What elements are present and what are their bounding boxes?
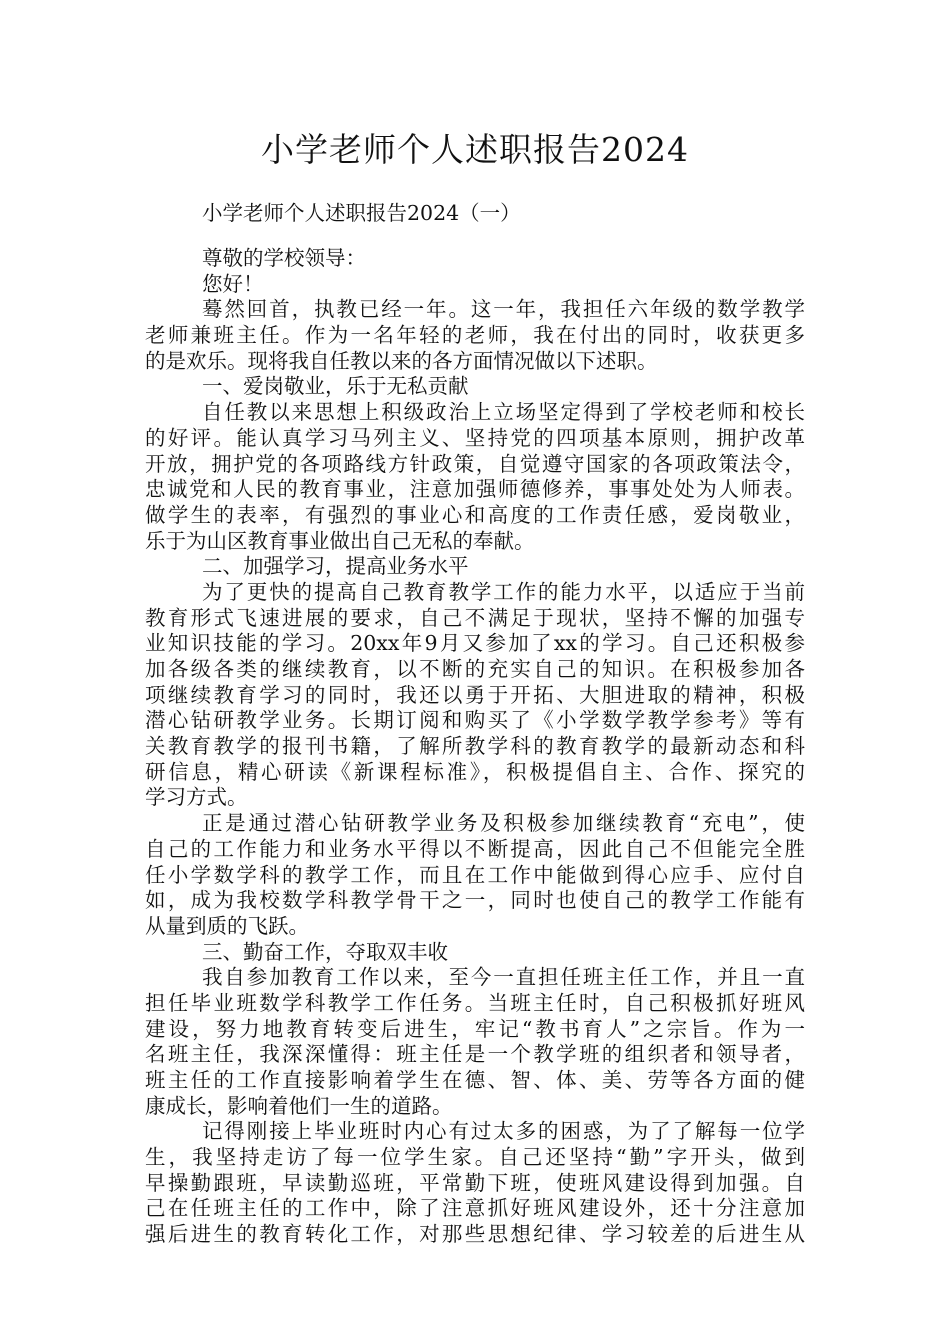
text-line: 一、爱岗敬业，乐于无私贡献 <box>202 374 469 399</box>
text-line: 尊敬的学校领导： <box>202 246 366 270</box>
text-line: 二、加强学习，提高业务水平 <box>202 554 469 579</box>
text-line: 加各级各类的继续教育，以不断的充实自己的知识。在积极参加各 <box>145 657 805 681</box>
text-line: 为了更快的提高自己教育教学工作的能力水平，以适应于当前 <box>202 579 805 604</box>
text-line: 项继续教育学习的同时，我还以勇于开拓、大胆进取的精神，积极 <box>145 682 805 707</box>
text-line: 我自参加教育工作以来，至今一直担任班主任工作，并且一直 <box>202 965 805 990</box>
text-line: 康成长，影响着他们一生的道路。 <box>145 1093 453 1118</box>
text-line: 研信息，精心研读《新课程标准》，积极提倡自主、合作、探究的 <box>145 759 805 784</box>
text-line: 强后进生的教育转化工作，对那些思想纪律、学习较差的后进生从 <box>145 1222 805 1247</box>
text-line: 忠诚党和人民的教育事业，注意加强师德修养，事事处处为人师表。 <box>145 477 805 502</box>
text-line: 老师兼班主任。作为一名年轻的老师，我在付出的同时，收获更多 <box>145 323 805 348</box>
text-line: 业知识技能的学习。20xx年9月又参加了xx的学习。自己还积极参 <box>145 631 805 656</box>
text-line: 正是通过潜心钻研教学业务及积极参加继续教育“充电”，使 <box>202 811 805 836</box>
text-line: 学习方式。 <box>145 785 248 810</box>
text-line: 建设，努力地教育转变后进生，牢记“教书育人”之宗旨。作为一 <box>145 1016 805 1041</box>
text-line: 任小学数学科的教学工作，而且在工作中能做到得心应手、应付自 <box>145 862 805 887</box>
text-line: 如，成为我校数学科教学骨干之一，同时也使自己的教学工作能有 <box>145 888 805 913</box>
document-title: 小学老师个人述职报告2024 <box>261 130 689 169</box>
text-line: 做学生的表率，有强烈的事业心和高度的工作责任感，爱岗敬业， <box>145 502 805 527</box>
text-line: 潜心钻研教学业务。长期订阅和购买了《小学数学教学参考》等有 <box>145 708 805 733</box>
text-line: 三、勤奋工作，夺取双丰收 <box>202 939 448 964</box>
text-line: 记得刚接上毕业班时内心有过太多的困惑，为了了解每一位学 <box>202 1119 805 1144</box>
text-line: 蓦然回首，执教已经一年。这一年，我担任六年级的数学教学 <box>202 297 805 322</box>
text-line: 乐于为山区教育事业做出自己无私的奉献。 <box>145 528 535 553</box>
text-line: 名班主任，我深深懂得：班主任是一个教学班的组织者和领导者， <box>145 1042 805 1067</box>
text-line: 己在任班主任的工作中，除了注意抓好班风建设外，还十分注意加 <box>145 1196 805 1221</box>
text-line: 教育形式飞速进展的要求，自己不满足于现状，坚持不懈的加强专 <box>145 605 805 630</box>
text-line: 自任教以来思想上积级政治上立场坚定得到了学校老师和校长 <box>202 400 805 425</box>
text-line: 早操勤跟班，早读勤巡班，平常勤下班，使班风建设得到加强。自 <box>145 1170 805 1195</box>
text-line: 关教育教学的报刊书籍，了解所教学科的教育教学的最新动态和科 <box>145 734 805 759</box>
text-line: 从量到质的飞跃。 <box>145 913 309 938</box>
text-line: 班主任的工作直接影响着学生在德、智、体、美、劳等各方面的健 <box>145 1068 805 1092</box>
document-subtitle: 小学老师个人述职报告2024（一） <box>202 201 521 225</box>
text-line: 开放，拥护党的各项路线方针政策，自觉遵守国家的各项政策法令， <box>145 451 805 476</box>
text-line: 的是欢乐。现将我自任教以来的各方面情况做以下述职。 <box>145 348 658 373</box>
text-line: 担任毕业班数学科教学工作任务。当班主任时，自己积极抓好班风 <box>145 990 805 1015</box>
text-line: 生，我坚持走访了每一位学生家。自己还坚持“勤”字开头，做到 <box>145 1145 805 1170</box>
text-line: 您好！ <box>202 271 264 296</box>
text-line: 的好评。能认真学习马列主义、坚持党的四项基本原则，拥护改革 <box>145 425 805 450</box>
text-line: 自己的工作能力和业务水平得以不断提高，因此自己不但能完全胜 <box>145 836 805 861</box>
document-body <box>145 246 805 1248</box>
